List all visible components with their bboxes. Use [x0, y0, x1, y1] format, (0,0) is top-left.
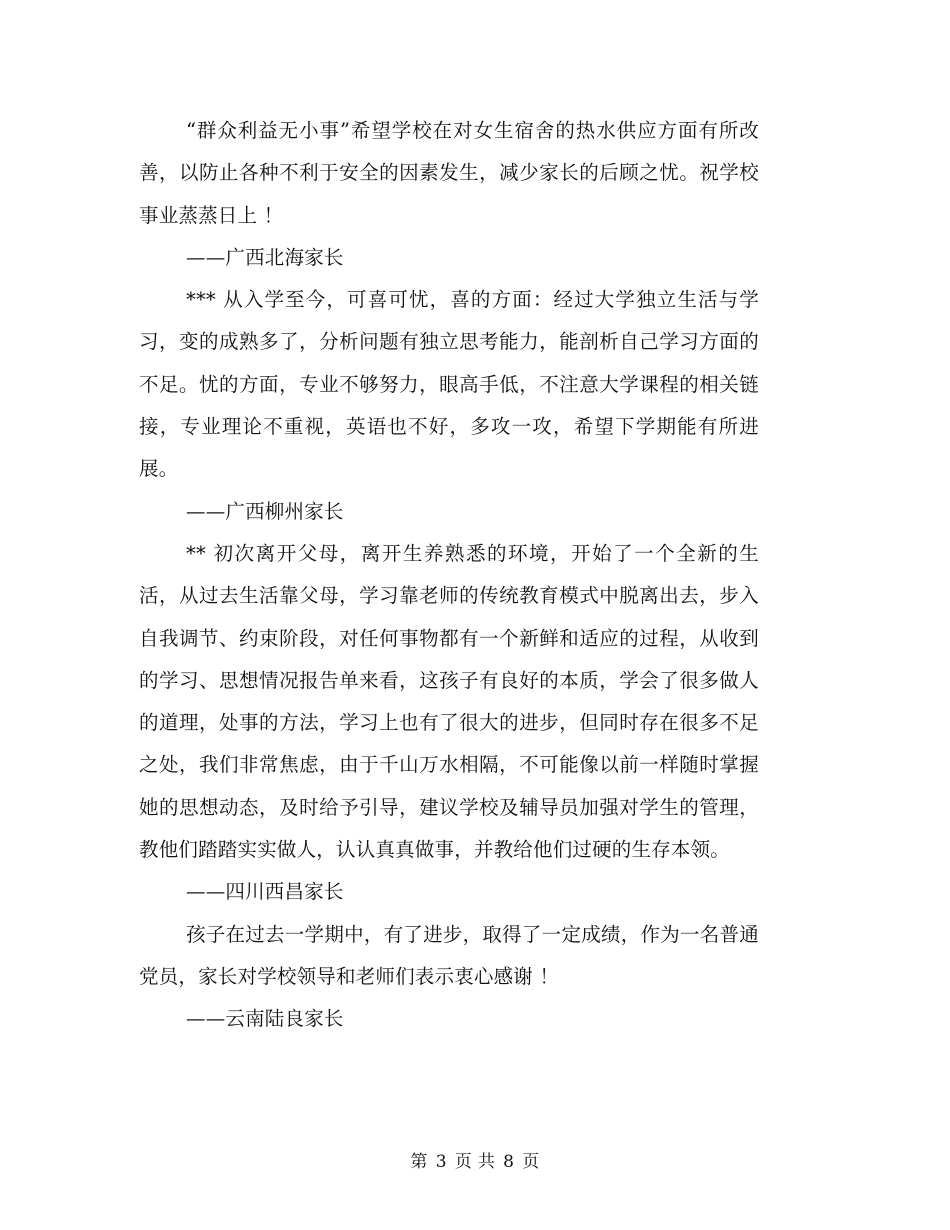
signature-luliang-parent: ——云南陆良家长 [186, 1007, 344, 1031]
page-footer [0, 1150, 950, 1174]
footer-prefix: 第 [410, 1152, 428, 1172]
paragraph-hot-water-request: “群众利益无小事”希望学校在对女生宿舍的热水供应方面有所改善，以防止各种不利于安全的因素发生，减少家长的后顾之忧。祝学校事业蒸蒸日上 ！ [139, 119, 759, 227]
document-body [139, 110, 759, 1041]
signature-beihai-parent: ——广西北海家长 [186, 245, 344, 269]
paragraph-thanks: 孩子在过去一学期中，有了进步，取得了一定成绩，作为一名普通党员，家长对学校领导和老师们表示衷心感谢 ！ [139, 922, 759, 988]
footer-current-page: 3 [435, 1152, 447, 1172]
signature-liuzhou-parent: ——广西柳州家长 [186, 499, 344, 523]
footer-middle: 页 共 [454, 1152, 496, 1172]
footer-total-pages: 8 [503, 1152, 515, 1172]
paragraph-progress-concerns: *** 从入学至今，可喜可忧，喜的方面：经过大学独立生活与学习，变的成熟多了，分析问题有独立思考能力，能剖析自己学习方面的不足。忧的方面，专业不够努力，眼高手低，不注意大学课程的相关链接，专业理论不重视，英语也不好，多攻一攻，希望下学期能有所进展。 [139, 288, 759, 481]
paragraph-leaving-home: ** 初次离开父母，离开生养熟悉的环境，开始了一个全新的生活，从过去生活靠父母，学习靠老师的传统教育模式中脱离出去，步入自我调节、约束阶段，对任何事物都有一个新鲜和适应的过程，从收到的学习、思想情况报告单来看，这孩子有良好的本质，学会了很多做人的道理，处事的方法，学习上也有了很大的进步，但同时存在很多不足之处，我们非常焦虑，由于千山万水相隔，不可能像以前一样随时掌握她的思想动态，及时给予引导，建议学校及辅导员加强对学生的管理，教他们踏踏实实做人，认认真真做事，并教给他们过硬的生存本领。 [139, 541, 759, 862]
footer-suffix: 页 [522, 1152, 540, 1172]
signature-xichang-parent: ——四川西昌家长 [186, 880, 344, 904]
